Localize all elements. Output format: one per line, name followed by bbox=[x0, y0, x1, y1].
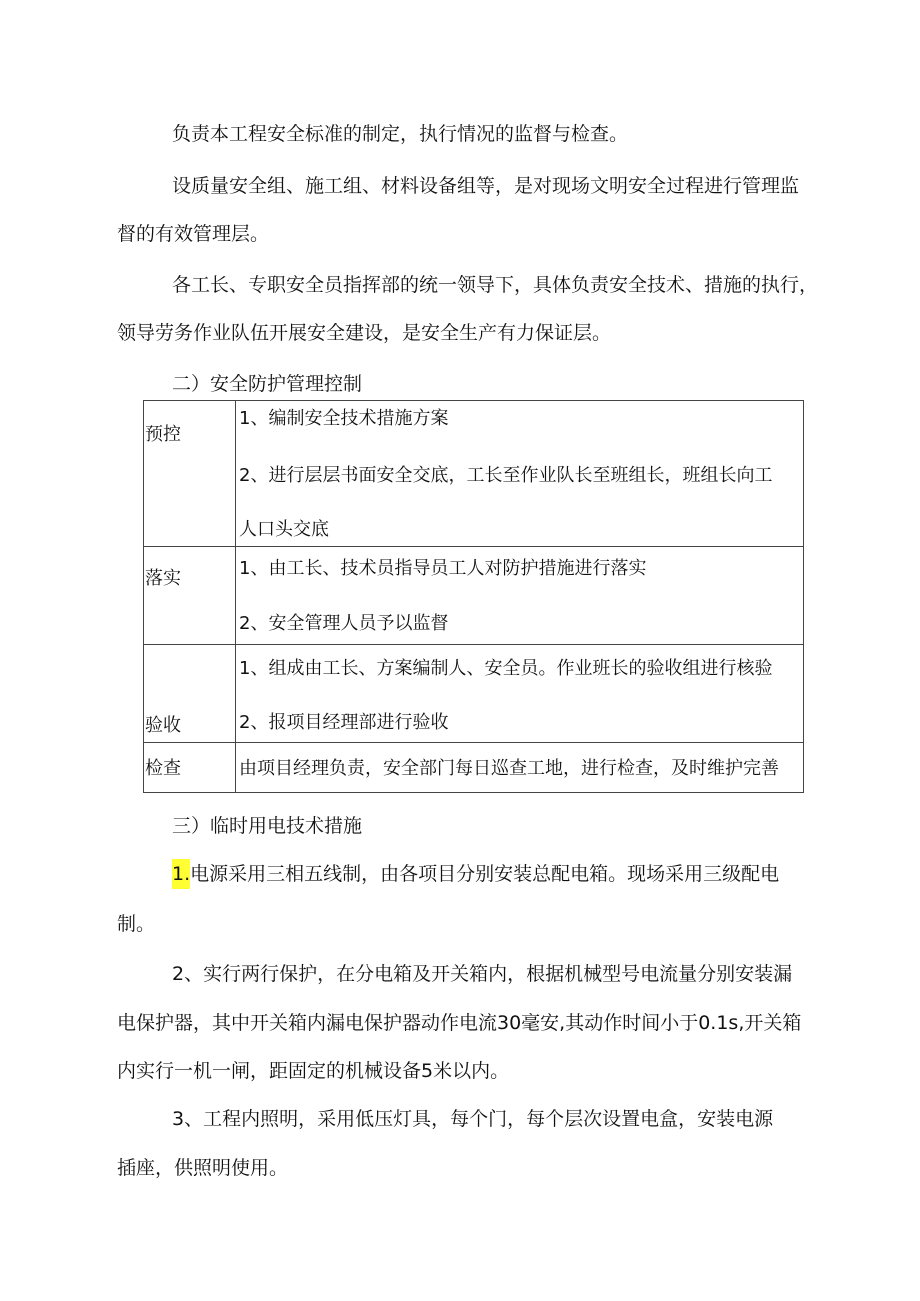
paragraph-management-layer-line2: 督的有效管理层。 bbox=[117, 223, 270, 245]
paragraph-safety-standards: 负责本工程安全标准的制定，执行情况的监督与检查。 bbox=[172, 123, 629, 145]
row-label: 落实 bbox=[145, 568, 181, 589]
table-row bbox=[144, 743, 804, 793]
item2-line2: 电保护器，其中开关箱内漏电保护器动作电流30毫安,其动作时间小于0.1s,开关箱 bbox=[117, 1012, 802, 1034]
paragraph-guarantee-layer-line2: 领导劳务作业队伍开展安全建设，是安全生产有力保证层。 bbox=[117, 322, 612, 344]
row-line: 2、进行层层书面安全交底，工长至作业队长至班组长，班组长向工 bbox=[239, 465, 773, 486]
paragraph-management-layer-line1: 设质量安全组、施工组、材料设备组等，是对现场文明安全过程进行管理监 bbox=[172, 175, 800, 197]
row-line: 1、编制安全技术措施方案 bbox=[239, 408, 449, 429]
item1-line2: 制。 bbox=[117, 913, 156, 935]
item3-line2: 插座，供照明使用。 bbox=[117, 1157, 289, 1179]
table-row bbox=[144, 547, 804, 645]
row-content-cell bbox=[236, 645, 804, 743]
row-label-cell bbox=[144, 401, 236, 547]
paragraph-guarantee-layer-line1: 各工长、专职安全员指挥部的统一领导下，具体负责安全技术、措施的执行， bbox=[172, 274, 819, 296]
row-label-cell bbox=[144, 645, 236, 743]
item1-line1 bbox=[172, 861, 779, 887]
row-line: 2、安全管理人员予以监督 bbox=[239, 613, 449, 634]
item1-text: 电源采用三相五线制，由各项目分别安装总配电箱。现场采用三级配电 bbox=[190, 863, 780, 885]
item2-line3: 内实行一机一闸，距固定的机械设备5米以内。 bbox=[117, 1060, 510, 1082]
table-row bbox=[144, 645, 804, 743]
row-label: 预控 bbox=[145, 424, 181, 445]
row-content-cell bbox=[236, 401, 804, 547]
section3-heading: 三）临时用电技术措施 bbox=[172, 815, 363, 837]
row-line: 2、报项目经理部进行验收 bbox=[239, 712, 449, 733]
row-line: 由项目经理负责，安全部门每日巡查工地，进行检查，及时维护完善 bbox=[239, 758, 779, 779]
row-content-cell bbox=[236, 547, 804, 645]
item3-line1: 3、工程内照明，采用低压灯具，每个门，每个层次设置电盒，安装电源 bbox=[172, 1108, 774, 1130]
row-label-cell bbox=[144, 547, 236, 645]
row-label-cell bbox=[144, 743, 236, 793]
item1-number-highlight: 1. bbox=[172, 859, 190, 889]
row-content-cell bbox=[236, 743, 804, 793]
table-row bbox=[144, 401, 804, 547]
section2-heading: 二）安全防护管理控制 bbox=[172, 373, 363, 395]
row-line: 1、组成由工长、方案编制人、安全员。作业班长的验收组进行核验 bbox=[239, 658, 773, 679]
row-label: 检查 bbox=[145, 758, 181, 779]
item2-line1: 2、实行两行保护，在分电箱及开关箱内，根据机械型号电流量分别安装漏 bbox=[172, 963, 793, 985]
row-label: 验收 bbox=[145, 715, 181, 736]
row-line: 人口头交底 bbox=[239, 519, 329, 540]
safety-control-table bbox=[143, 400, 804, 793]
row-line: 1、由工长、技术员指导员工人对防护措施进行落实 bbox=[239, 558, 647, 579]
